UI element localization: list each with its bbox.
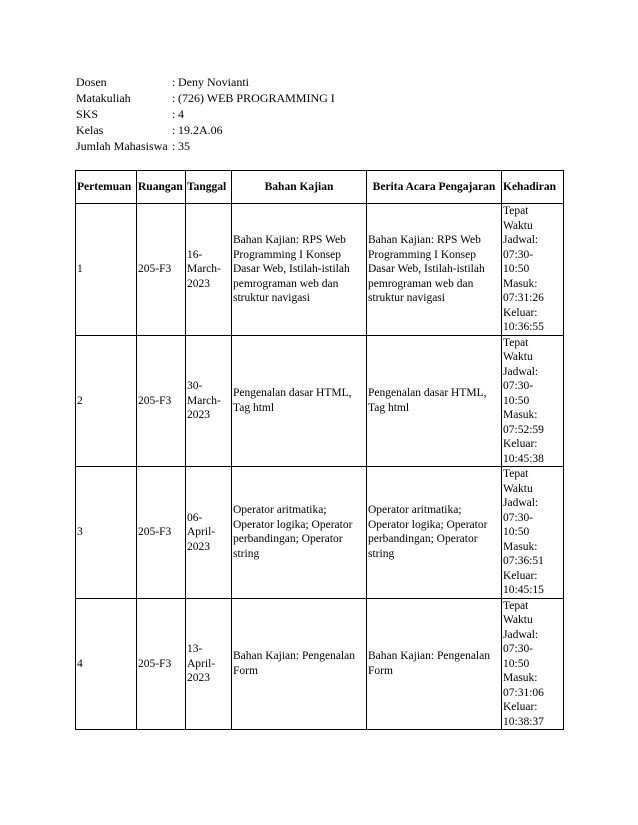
info-label: SKS — [76, 107, 99, 121]
cell-berita-acara: Operator aritmatika; Operator logika; Operator perbandingan; Operator string — [367, 467, 502, 599]
info-row-dosen — [76, 74, 335, 90]
table-row — [76, 204, 564, 336]
info-value: (726) WEB PROGRAMMING I — [178, 91, 335, 105]
info-row-jumlah-mahasiswa — [76, 138, 335, 154]
info-separator: : — [172, 75, 176, 89]
info-row-sks — [76, 106, 335, 122]
info-row-matakuliah — [76, 90, 335, 106]
cell-berita-acara: Pengenalan dasar HTML, Tag html — [367, 335, 502, 467]
cell-ruangan: 205-F3 — [137, 204, 186, 336]
info-label: Dosen — [76, 75, 107, 89]
header-pertemuan: Pertemuan — [76, 171, 137, 204]
cell-kehadiran: Tepat Waktu Jadwal: 07:30- 10:50 Masuk: 07:31:26 Keluar: 10:36:55 — [502, 204, 564, 336]
header-bahan-kajian: Bahan Kajian — [232, 171, 367, 204]
cell-berita-acara: Bahan Kajian: RPS Web Programming I Konsep Dasar Web, Istilah-istilah pemrograman web dan struktur navigasi — [367, 204, 502, 336]
cell-bahan-kajian: Bahan Kajian: RPS Web Programming I Konsep Dasar Web, Istilah-istilah pemrograman web dan struktur navigasi — [232, 204, 367, 336]
cell-berita-acara: Bahan Kajian: Pengenalan Form — [367, 598, 502, 730]
info-label: Jumlah Mahasiswa — [76, 139, 168, 153]
info-value: 4 — [178, 107, 184, 121]
info-value: Deny Novianti — [178, 75, 249, 89]
cell-pertemuan: 1 — [76, 204, 137, 336]
table-row — [76, 598, 564, 730]
cell-pertemuan: 2 — [76, 335, 137, 467]
header-berita-acara: Berita Acara Pengajaran — [367, 171, 502, 204]
info-separator: : — [172, 91, 176, 105]
header-tanggal: Tanggal — [186, 171, 232, 204]
header-ruangan: Ruangan — [137, 171, 186, 204]
info-row-kelas — [76, 122, 335, 138]
cell-kehadiran: Tepat Waktu Jadwal: 07:30- 10:50 Masuk: 07:31:06 Keluar: 10:38:37 — [502, 598, 564, 730]
cell-ruangan: 205-F3 — [137, 598, 186, 730]
info-value: 19.2A.06 — [178, 123, 223, 137]
cell-tanggal: 30- March- 2023 — [186, 335, 232, 467]
attendance-table — [75, 170, 564, 730]
table-header-row — [76, 171, 564, 204]
course-info — [76, 74, 335, 154]
cell-ruangan: 205-F3 — [137, 467, 186, 599]
cell-kehadiran: Tepat Waktu Jadwal: 07:30- 10:50 Masuk: 07:36:51 Keluar: 10:45:15 — [502, 467, 564, 599]
cell-bahan-kajian: Pengenalan dasar HTML, Tag html — [232, 335, 367, 467]
info-label: Kelas — [76, 123, 104, 137]
info-separator: : — [172, 107, 176, 121]
info-value: 35 — [178, 139, 190, 153]
info-label: Matakuliah — [76, 91, 131, 105]
cell-tanggal: 13- April- 2023 — [186, 598, 232, 730]
cell-bahan-kajian: Bahan Kajian: Pengenalan Form — [232, 598, 367, 730]
cell-pertemuan: 3 — [76, 467, 137, 599]
table-row — [76, 335, 564, 467]
header-kehadiran: Kehadiran — [502, 171, 564, 204]
info-separator: : — [172, 139, 176, 153]
cell-tanggal: 16- March- 2023 — [186, 204, 232, 336]
table-row — [76, 467, 564, 599]
cell-tanggal: 06- April- 2023 — [186, 467, 232, 599]
cell-kehadiran: Tepat Waktu Jadwal: 07:30- 10:50 Masuk: 07:52:59 Keluar: 10:45:38 — [502, 335, 564, 467]
cell-bahan-kajian: Operator aritmatika; Operator logika; Operator perbandingan; Operator string — [232, 467, 367, 599]
cell-pertemuan: 4 — [76, 598, 137, 730]
cell-ruangan: 205-F3 — [137, 335, 186, 467]
info-separator: : — [172, 123, 176, 137]
